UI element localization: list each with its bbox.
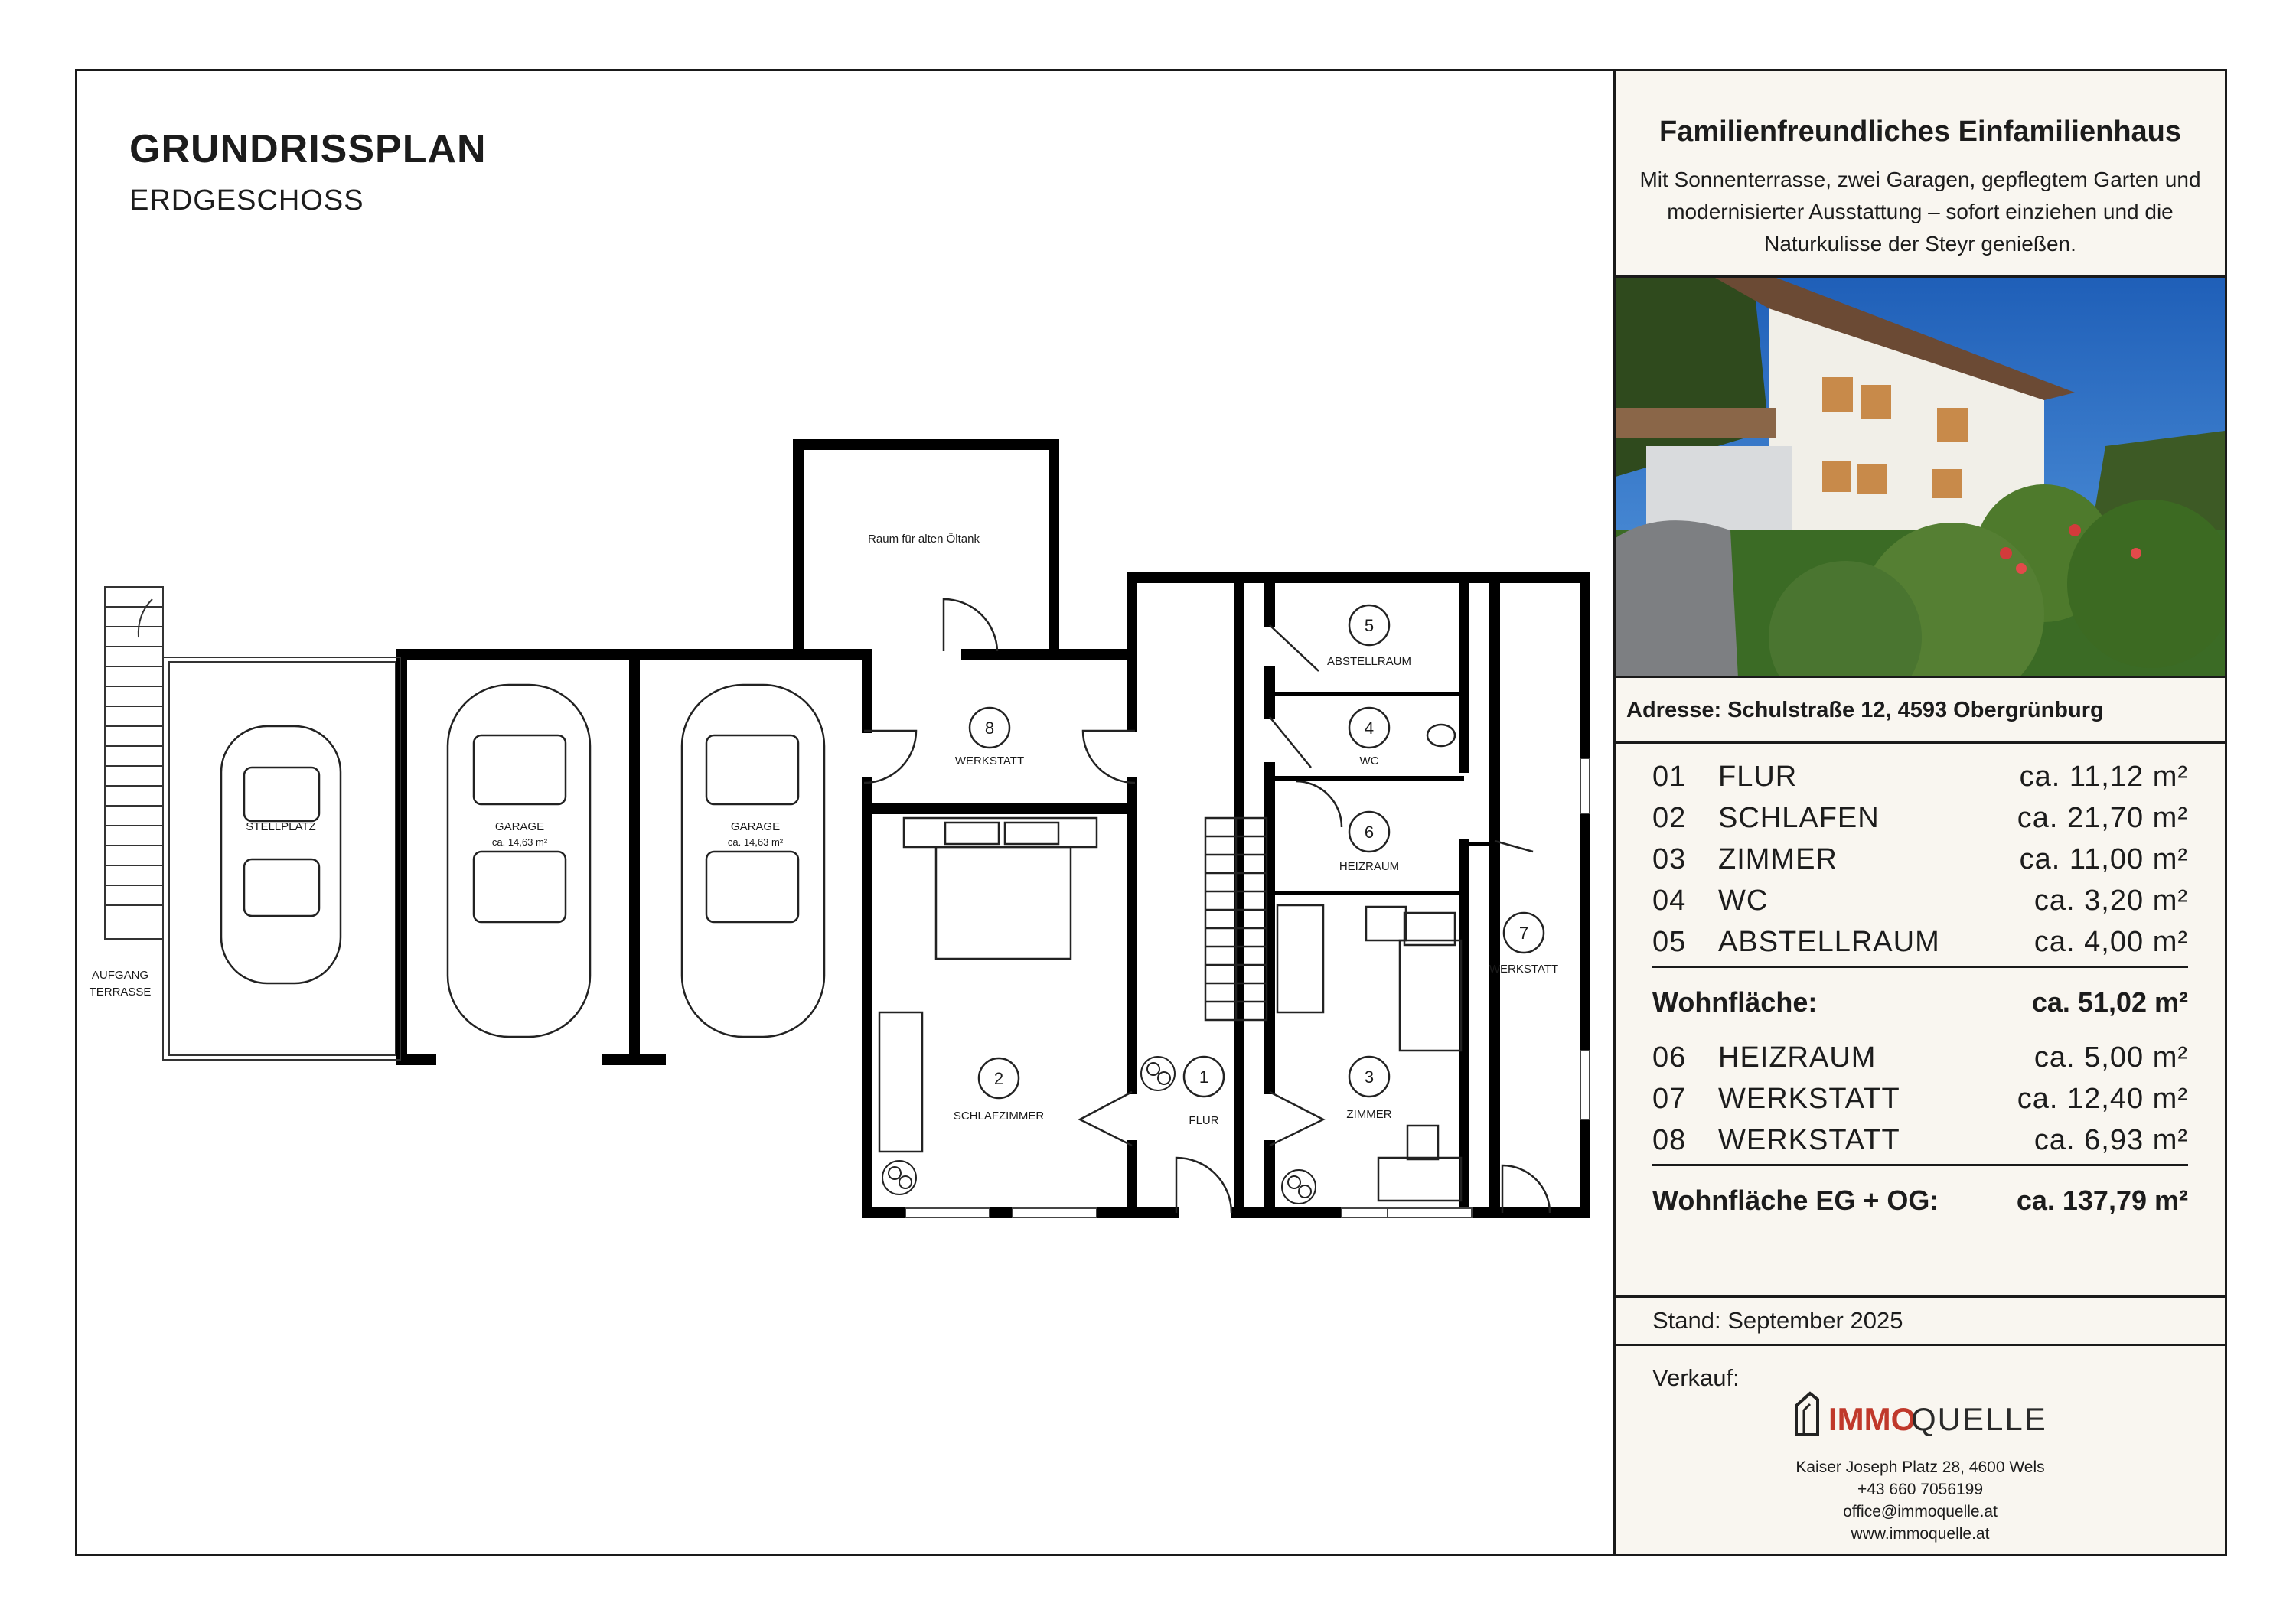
label-flur: FLUR <box>1189 1114 1219 1127</box>
room-number: 07 <box>1652 1083 1687 1115</box>
property-address: Adresse: Schulstraße 12, 4593 Obergrünburg <box>1616 678 2225 744</box>
room-number-6: 6 <box>1364 823 1375 842</box>
room-name: WERKSTATT <box>1718 1124 1900 1156</box>
label-garage-1-area: ca. 14,63 m² <box>491 836 548 848</box>
room-name: ZIMMER <box>1718 843 1838 875</box>
room-area: ca. 6,93 m² <box>2033 1124 2188 1156</box>
listing-headline: Familienfreundliches Einfamilienhaus <box>1658 116 2182 148</box>
label-wc: WC <box>1359 754 1379 768</box>
room-number-circles <box>970 605 1544 1098</box>
label-schlafzimmer: SCHLAFZIMMER <box>953 1110 1045 1123</box>
total-area-value: ca. 137,79 m² <box>2016 1185 2188 1216</box>
floor-plan-drawing <box>77 71 1616 1559</box>
room-area: ca. 5,00 m² <box>2033 1041 2188 1074</box>
room-area: ca. 11,12 m² <box>2019 761 2188 793</box>
stand-date: Stand: September 2025 <box>1616 1295 2225 1346</box>
label-zimmer: ZIMMER <box>1346 1108 1392 1121</box>
room-number: 01 <box>1652 761 1687 793</box>
contact-web[interactable]: www.immoquelle.at <box>1851 1525 1990 1543</box>
contact-address: Kaiser Joseph Platz 28, 4600 Wels <box>1795 1458 2045 1476</box>
room-number: 06 <box>1652 1041 1687 1074</box>
room-row <box>1652 756 2188 797</box>
label-werkstatt-8: WERKSTATT <box>954 754 1025 768</box>
listing-description: Mit Sonnenterrasse, zwei Garagen, gepflegtem Garten und modernisierter Ausstattung – sofort einziehen und die Naturkulisse der Steyr genießen. <box>1639 168 2201 256</box>
total-area-sum <box>1652 1164 2188 1235</box>
verkauf-label: Verkauf: <box>1652 1364 1740 1391</box>
room-number: 03 <box>1652 843 1687 875</box>
room-row <box>1652 921 2188 963</box>
label-garage-2: GARAGE <box>730 820 781 833</box>
house-photo <box>1616 278 2225 678</box>
room-area: ca. 21,70 m² <box>2017 802 2188 834</box>
room-name: WC <box>1718 885 1769 917</box>
label-abstellraum: ABSTELLRAUM <box>1326 655 1412 668</box>
room-area: ca. 4,00 m² <box>2033 926 2188 958</box>
logo-part-immo: IMMO <box>1828 1401 1916 1437</box>
label-aufgang: AUFGANG <box>91 969 149 982</box>
label-garage-2-area: ca. 14,63 m² <box>727 836 784 848</box>
label-werkstatt-7: WERKSTATT <box>1489 963 1559 976</box>
room-list <box>1652 756 2188 1235</box>
room-row <box>1652 1037 2188 1078</box>
label-stellplatz: STELLPLATZ <box>246 820 316 833</box>
room-area: ca. 3,20 m² <box>2033 885 2188 917</box>
room-area: ca. 12,40 m² <box>2017 1083 2188 1115</box>
contact-email[interactable]: office@immoquelle.at <box>1843 1503 1998 1520</box>
room-number-5: 5 <box>1364 616 1375 635</box>
house-photo-illustration <box>1616 278 2225 678</box>
room-name: FLUR <box>1718 761 1798 793</box>
living-area-sum <box>1652 966 2188 1037</box>
car-icons <box>221 685 824 1037</box>
room-number-2: 2 <box>993 1069 1004 1088</box>
contact-phone[interactable]: +43 660 7056199 <box>1857 1481 1984 1498</box>
room-row <box>1652 1119 2188 1161</box>
page-title: GRUNDRISSPLAN <box>129 127 487 171</box>
windows <box>905 758 1590 1217</box>
room-number-7: 7 <box>1518 924 1529 943</box>
page-frame <box>75 69 2227 1556</box>
room-name: ABSTELLRAUM <box>1718 926 1940 958</box>
room-number-4: 4 <box>1364 719 1375 738</box>
room-number-1: 1 <box>1199 1067 1209 1087</box>
page-subtitle: ERDGESCHOSS <box>129 184 364 217</box>
floor-plan-area <box>77 71 1616 1554</box>
living-area-value: ca. 51,02 m² <box>2031 986 2188 1018</box>
label-garage-1: GARAGE <box>494 820 545 833</box>
label-terrasse: TERRASSE <box>89 986 152 999</box>
interior-stair <box>1205 818 1267 1020</box>
total-area-label: Wohnfläche EG + OG: <box>1652 1185 1939 1216</box>
room-number: 05 <box>1652 926 1687 958</box>
room-row <box>1652 880 2188 921</box>
room-name: HEIZRAUM <box>1718 1041 1877 1074</box>
room-row <box>1652 797 2188 839</box>
label-oeltank: Raum für alten Öltank <box>868 533 980 546</box>
room-number-8: 8 <box>984 719 995 738</box>
contact-block <box>1616 1456 2225 1545</box>
room-number-3: 3 <box>1364 1067 1375 1087</box>
plant-icons <box>882 1057 1316 1204</box>
logo-mark <box>1784 1387 2075 1449</box>
info-panel <box>1616 71 2225 1554</box>
label-heizraum: HEIZRAUM <box>1339 860 1400 873</box>
room-row <box>1652 839 2188 880</box>
living-area-label: Wohnfläche: <box>1652 986 1818 1018</box>
room-number: 02 <box>1652 802 1687 834</box>
room-number: 04 <box>1652 885 1687 917</box>
room-row <box>1652 1078 2188 1119</box>
room-name: SCHLAFEN <box>1718 802 1880 834</box>
stair-terrace <box>105 587 163 939</box>
info-header <box>1616 71 2225 278</box>
immoquelle-logo <box>1784 1387 2075 1449</box>
room-name: WERKSTATT <box>1718 1083 1900 1115</box>
room-area: ca. 11,00 m² <box>2019 843 2188 875</box>
logo-part-quelle: QUELLE <box>1911 1401 2047 1437</box>
room-number: 08 <box>1652 1124 1687 1156</box>
furniture <box>879 725 1461 1201</box>
